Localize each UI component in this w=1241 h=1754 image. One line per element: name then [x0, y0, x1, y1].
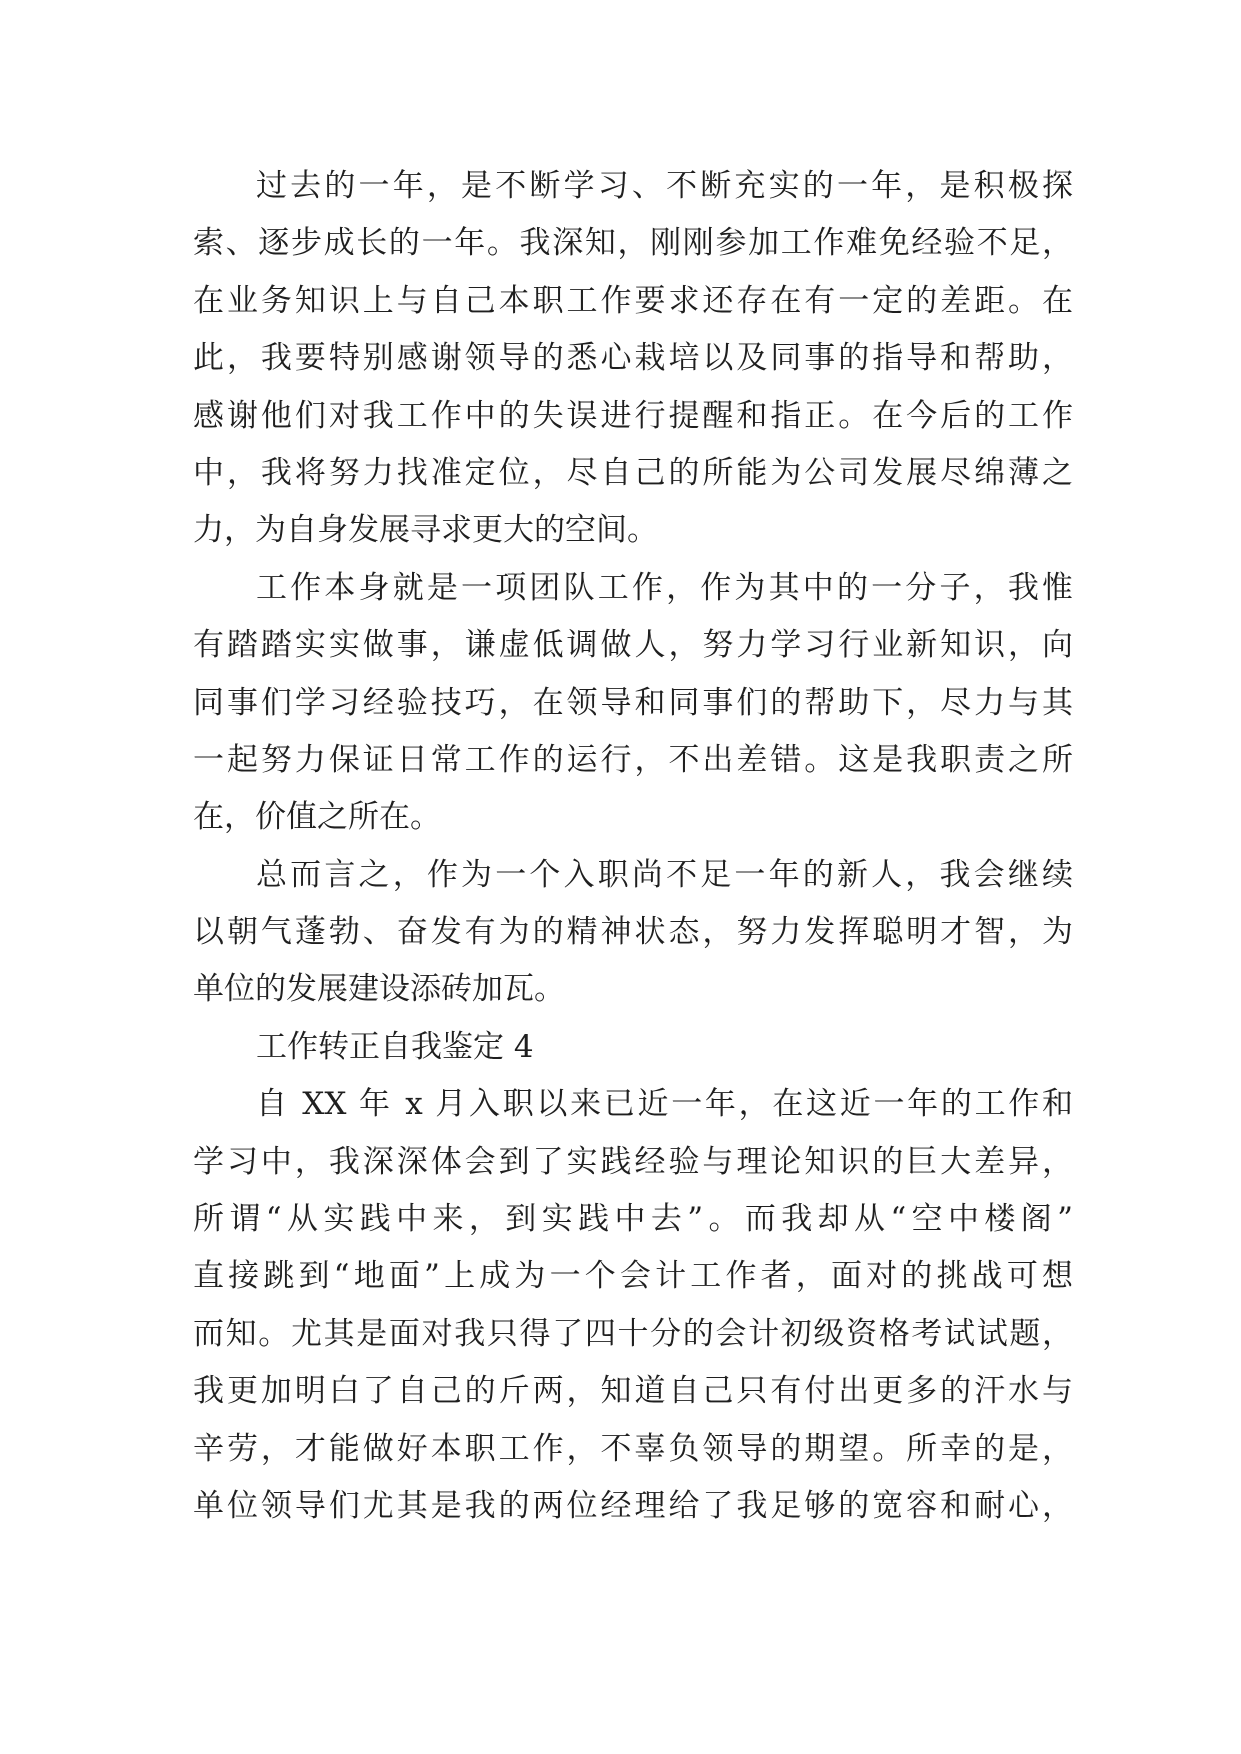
section-heading: 工作转正自我鉴定 4: [256, 1028, 534, 1065]
paragraph-4-line-8: 单位领导们尤其是我的两位经理给了我足够的宽容和耐心，: [193, 1487, 1073, 1524]
paragraph-2-line-3: 同事们学习经验技巧，在领导和同事们的帮助下，尽力与其: [193, 684, 1073, 721]
paragraph-2-line-2: 有踏踏实实做事，谦虚低调做人，努力学习行业新知识，向: [193, 627, 1073, 664]
paragraph-1-line-3: 在业务知识上与自己本职工作要求还存在有一定的差距。在: [193, 282, 1073, 319]
paragraph-1-line-5: 感谢他们对我工作中的失误进行提醒和指正。在今后的工作: [193, 397, 1073, 434]
paragraph-1-line-2: 索、逐步成长的一年。我深知，刚刚参加工作难免经验不足，: [193, 225, 1073, 262]
paragraph-4-line-5: 而知。尤其是面对我只得了四十分的会计初级资格考试试题，: [193, 1315, 1073, 1352]
paragraph-3-line-2: 以朝气蓬勃、奋发有为的精神状态，努力发挥聪明才智，为: [193, 914, 1073, 951]
paragraph-2-line-5: 在，价值之所在。: [193, 799, 441, 836]
paragraph-4-line-3: 所谓“从实践中来，到实践中去”。而我却从“空中楼阁”: [193, 1201, 1073, 1238]
paragraph-3-line-3: 单位的发展建设添砖加瓦。: [193, 971, 565, 1008]
paragraph-4-line-4: 直接跳到“地面”上成为一个会计工作者，面对的挑战可想: [193, 1258, 1073, 1295]
paragraph-4-line-2: 学习中，我深深体会到了实践经验与理论知识的巨大差异，: [193, 1143, 1073, 1180]
paragraph-4-line-7: 辛劳，才能做好本职工作，不辜负领导的期望。所幸的是，: [193, 1430, 1073, 1467]
document-body: [193, 158, 1073, 1535]
paragraph-3-line-1: 总而言之，作为一个入职尚不足一年的新人，我会继续: [256, 856, 1073, 893]
paragraph-4-line-6: 我更加明白了自己的斤两，知道自己只有付出更多的汗水与: [193, 1373, 1073, 1410]
paragraph-1-line-7: 力，为自身发展寻求更大的空间。: [193, 512, 658, 549]
paragraph-2-line-4: 一起努力保证日常工作的运行，不出差错。这是我职责之所: [193, 741, 1073, 778]
paragraph-1-line-4: 此，我要特别感谢领导的悉心栽培以及同事的指导和帮助，: [193, 340, 1073, 377]
paragraph-2-line-1: 工作本身就是一项团队工作，作为其中的一分子，我惟: [256, 569, 1073, 606]
paragraph-1-line-6: 中，我将努力找准定位，尽自己的所能为公司发展尽绵薄之: [193, 454, 1073, 491]
paragraph-4-line-1: 自 XX 年 x 月入职以来已近一年，在这近一年的工作和: [256, 1086, 1073, 1123]
paragraph-1-line-1: 过去的一年，是不断学习、不断充实的一年，是积极探: [256, 168, 1073, 204]
